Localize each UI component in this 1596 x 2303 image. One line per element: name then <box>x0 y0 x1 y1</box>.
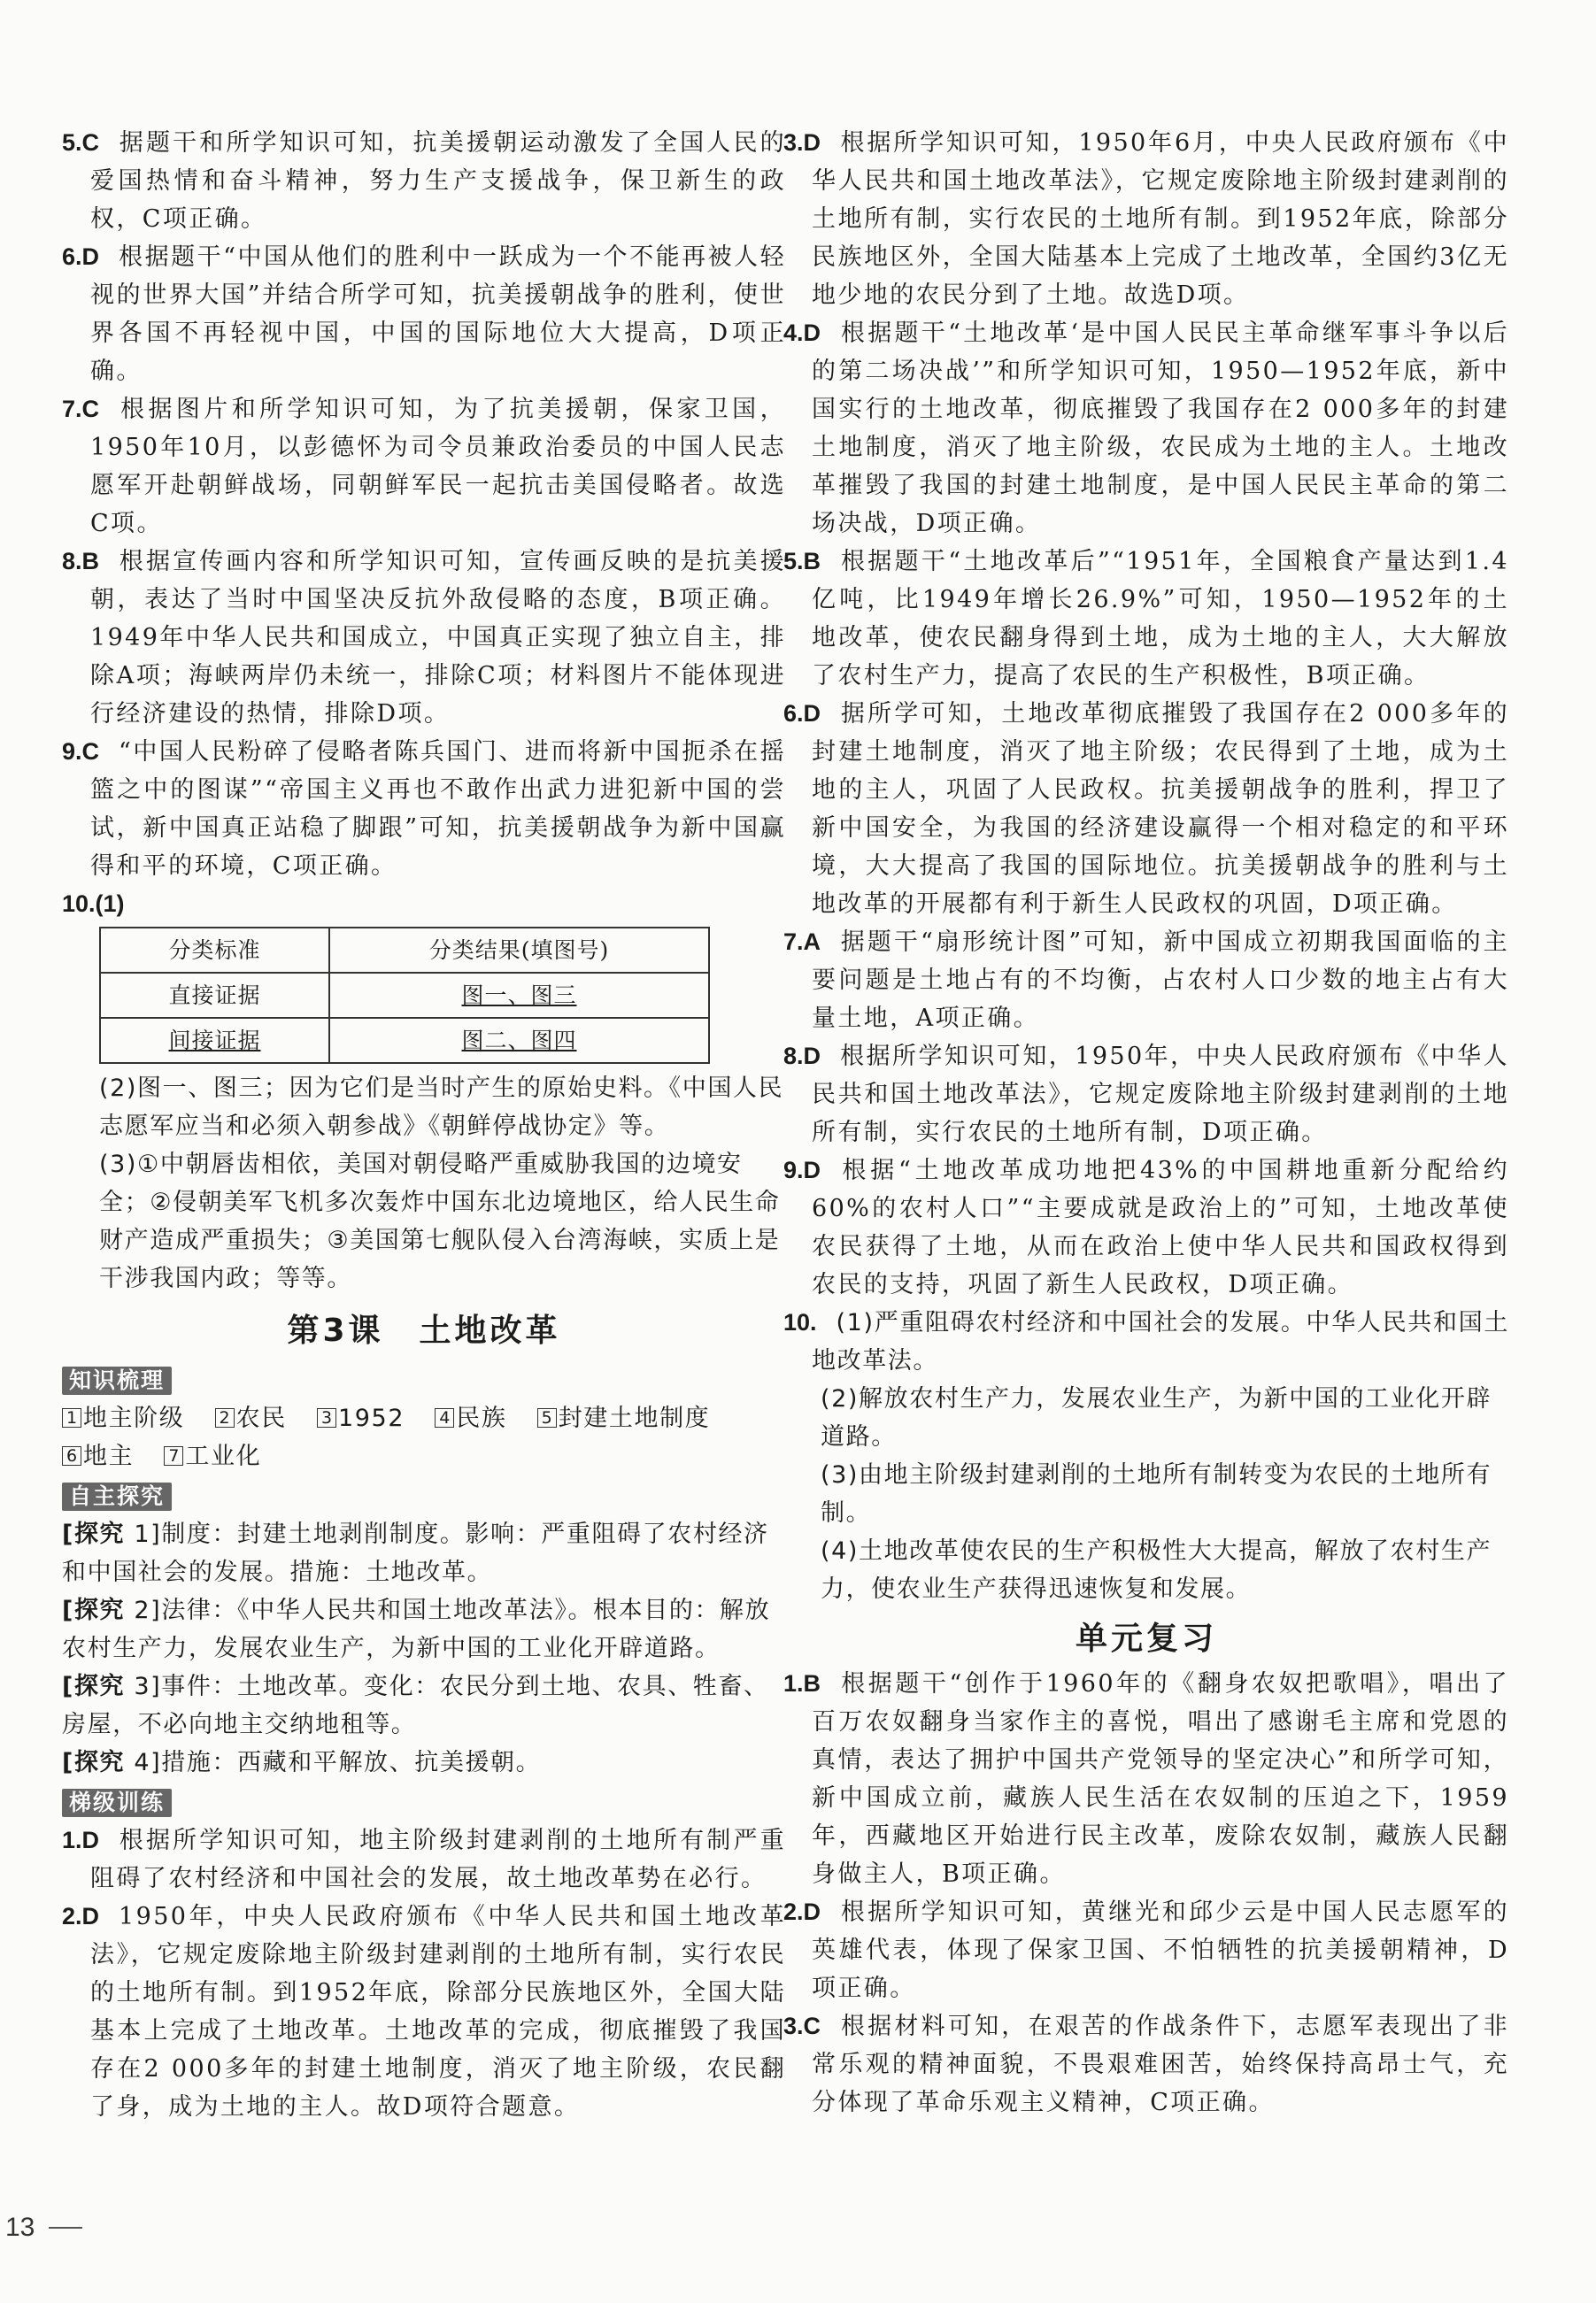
unit-review-title: 单元复习 <box>1075 1621 1217 1657</box>
answers-lesson2 <box>62 124 786 885</box>
answer-item: 1.D 根据所学知识可知，地主阶级封建剥削的土地所有制严重阻碍了农村经济和中国社会的发展，故土地改革势在必行。 <box>62 1827 786 1892</box>
knowledge-point: 4 民族 <box>435 1405 506 1432</box>
tag-explore: 自主探究 <box>62 1483 172 1511</box>
answer-item: 5.B 根据题干“土地改革后”“1951年，全国粮食产量达到1.4亿吨，比1949年增长26.9%”可知，1950—1952年的土地改革，使农民翻身得到土地，成为土地的主人，大大解放了农村生产力，提高了农民的生产积极性，B项正确。 <box>783 548 1509 689</box>
table-header-row <box>100 928 709 973</box>
q10-part2: (2)图一、图三；因为它们是当时产生的原始史料。《中国人民志愿军应当和必须入朝参战》《朝鲜停战协定》等。 <box>99 1074 784 1140</box>
explore-item: [探究 3]事件：土地改革。变化：农民分到土地、农具、牲畜、房屋，不必向地主交纳地租等。 <box>62 1673 769 1738</box>
answer-item: 8.B 根据宣传画内容和所学知识可知，宣传画反映的是抗美援朝，表达了当时中国坚决反抗外敌侵略的态度，B项正确。1949年中华人民共和国成立，中国真正实现了独立自主，排除A项；海峡两岸仍未统一，排除C项；材料图片不能体现进行经济建设的热情，排除D项。 <box>62 548 786 728</box>
table-row <box>100 973 709 1018</box>
table-row <box>100 1018 709 1063</box>
table-cell: 直接证据 <box>100 973 329 1018</box>
footer-dash <box>49 2227 82 2229</box>
explore-item: [探究 1]制度：封建土地剥削制度。影响：严重阻碍了农村经济和中国社会的发展。措施：土地改革。 <box>62 1521 769 1586</box>
table-header-cell: 分类标准 <box>100 928 329 973</box>
classification-table <box>99 927 710 1064</box>
knowledge-point: 3 1952 <box>317 1405 405 1432</box>
answer-item: 2.D 根据所学知识可知，黄继光和邱少云是中国人民志愿军的英雄代表，体现了保家卫国、不怕牺牲的抗美援朝精神，D项正确。 <box>783 1899 1509 2002</box>
q10-part3: (3)①中朝唇齿相依，美国对朝侵略严重威胁我国的边境安全；②侵朝美军飞机多次轰炸中国东北边境地区，给人民生命财产造成严重损失；③美国第七舰队侵入台湾海峡，实质上是干涉我国内政；等等。 <box>99 1151 781 1292</box>
table-cell: 图一、图三 <box>329 973 709 1018</box>
table-cell: 间接证据 <box>100 1018 329 1063</box>
answer-item: 8.D 根据所学知识可知，1950年，中央人民政府颁布《中华人民共和国土地改革法》，它规定废除地主阶级封建剥削的土地所有制，实行农民的土地所有制，D项正确。 <box>783 1043 1509 1146</box>
page-number: 13 <box>5 2213 82 2243</box>
table-header-cell: 分类结果(填图号) <box>329 928 709 973</box>
lesson-title: 第3课 土地改革 <box>287 1313 561 1349</box>
q10-heading: 10.(1) <box>62 890 125 917</box>
answer-item: 6.D 根据题干“中国从他们的胜利中一跃成为一个不能再被人轻视的世界大国”并结合所学可知，抗美援朝战争的胜利，使世界各国不再轻视中国，中国的国际地位大大提高，D项正确。 <box>62 243 786 385</box>
knowledge-point: 2 农民 <box>215 1405 287 1432</box>
explore-item: [探究 4]措施：西藏和平解放、抗美援朝。 <box>62 1749 542 1776</box>
q10-part2: (2)解放农村生产力，发展农业生产，为新中国的工业化开辟道路。 <box>821 1385 1492 1451</box>
answer-item: 3.C 根据材料可知，在艰苦的作战条件下，志愿军表现出了非常乐观的精神面貌，不畏艰难困苦，始终保持高昂士气，充分体现了革命乐观主义精神，C项正确。 <box>783 2013 1509 2116</box>
answer-item: 9.C “中国人民粉碎了侵略者陈兵国门、进而将新中国扼杀在摇篮之中的图谋”“帝国主义再也不敢作出武力进犯新中国的尝试，新中国真正站稳了脚跟”可知，抗美援朝战争为新中国赢得和平的环境，C项正确。 <box>62 738 786 880</box>
answer-item: 3.D 根据所学知识可知，1950年6月，中央人民政府颁布《中华人民共和国土地改革法》，它规定废除地主阶级封建剥削的土地所有制，实行农民的土地所有制。到1952年底，除部分民族地区外，全国大陆基本上完成了土地改革，全国约3亿无地少地的农民分到了土地。故选D项。 <box>783 129 1509 309</box>
tag-knowledge: 知识梳理 <box>62 1367 172 1395</box>
knowledge-point: 5 封建土地制度 <box>537 1405 711 1432</box>
tag-training: 梯级训练 <box>62 1789 172 1817</box>
knowledge-point: 6 地主 <box>62 1443 134 1470</box>
q10-answer: 10. (1)严重阻碍农村经济和中国社会的发展。中华人民共和国土地改革法。 <box>783 1309 1509 1375</box>
answer-item: 6.D 据所学可知，土地改革彻底摧毁了我国存在2 000多年的封建土地制度，消灭了地主阶级；农民得到了土地，成为土地的主人，巩固了人民政权。抗美援朝战争的胜利，捍卫了新中国安全，为我国的经济建设赢得一个相对稳定的和平环境，大大提高了我国的国际地位。抗美援朝战争的胜利与土地改革的开展都有利于新生人民政权的巩固，D项正确。 <box>783 700 1509 918</box>
knowledge-points <box>62 1399 786 1475</box>
explore-item: [探究 2]法律：《中华人民共和国土地改革法》。根本目的：解放农村生产力，发展农业生产，为新中国的工业化开辟道路。 <box>62 1597 771 1662</box>
answer-item: 1.B 根据题干“创作于1960年的《翻身农奴把歌唱》，唱出了百万农奴翻身当家作主的喜悦，唱出了感谢毛主席和党恩的真情，表达了拥护中国共产党领导的坚定决心”和所学可知，新中国成立前，藏族人民生活在农奴制的压迫之下，1959年，西藏地区开始进行民主改革，废除农奴制，藏族人民翻身做主人，B项正确。 <box>783 1670 1509 1888</box>
answer-item: 5.C 据题干和所学知识可知，抗美援朝运动激发了全国人民的爱国热情和奋斗精神，努力生产支援战争，保卫新生的政权，C项正确。 <box>62 129 786 233</box>
left-column <box>62 124 786 2126</box>
right-column <box>783 124 1509 2122</box>
q10-part4: (4)土地改革使农民的生产积极性大大提高，解放了农村生产力，使农业生产获得迅速恢复和发展。 <box>821 1537 1492 1603</box>
knowledge-point: 7 工业化 <box>164 1443 261 1470</box>
answer-item: 7.C 根据图片和所学知识可知，为了抗美援朝，保家卫国，1950年10月，以彭德怀为司令员兼政治委员的中国人民志愿军开赴朝鲜战场，同朝鲜军民一起抗击美国侵略者。故选C项。 <box>62 396 786 537</box>
knowledge-point: 1 地主阶级 <box>62 1405 184 1432</box>
answer-item: 7.A 据题干“扇形统计图”可知，新中国成立初期我国面临的主要问题是土地占有的不均衡，占农村人口少数的地主占有大量土地，A项正确。 <box>783 928 1509 1032</box>
answer-item: 2.D 1950年，中央人民政府颁布《中华人民共和国土地改革法》，它规定废除地主阶级封建剥削的土地所有制，实行农民的土地所有制。到1952年底，除部分民族地区外，全国大陆基本上完成了土地改革。土地改革的完成，彻底摧毁了我国存在2 000多年的封建土地制度，消灭了地主阶级，农民翻了身，成为土地的主人。故D项符合题意。 <box>62 1903 786 2121</box>
answer-item: 9.D 根据“土地改革成功地把43%的中国耕地重新分配给约60%的农村人口”“主要成就是政治上的”可知，土地改革使农民获得了土地，从而在政治上使中华人民共和国政权得到农民的支持，巩固了新生人民政权，D项正确。 <box>783 1157 1509 1298</box>
q10-part3: (3)由地主阶级封建剥削的土地所有制转变为农民的土地所有制。 <box>821 1461 1492 1527</box>
table-cell: 图二、图四 <box>329 1018 709 1063</box>
answer-item: 4.D 根据题干“土地改革‘是中国人民民主革命继军事斗争以后的第二场决战’”和所学知识可知，1950—1952年底，新中国实行的土地改革，彻底摧毁了我国存在2 000多年的封建土地制度，消灭了地主阶级，农民成为土地的主人。土地改革摧毁了我国的封建土地制度，是中国人民民主革命的第二场决战，D项正确。 <box>783 320 1509 537</box>
